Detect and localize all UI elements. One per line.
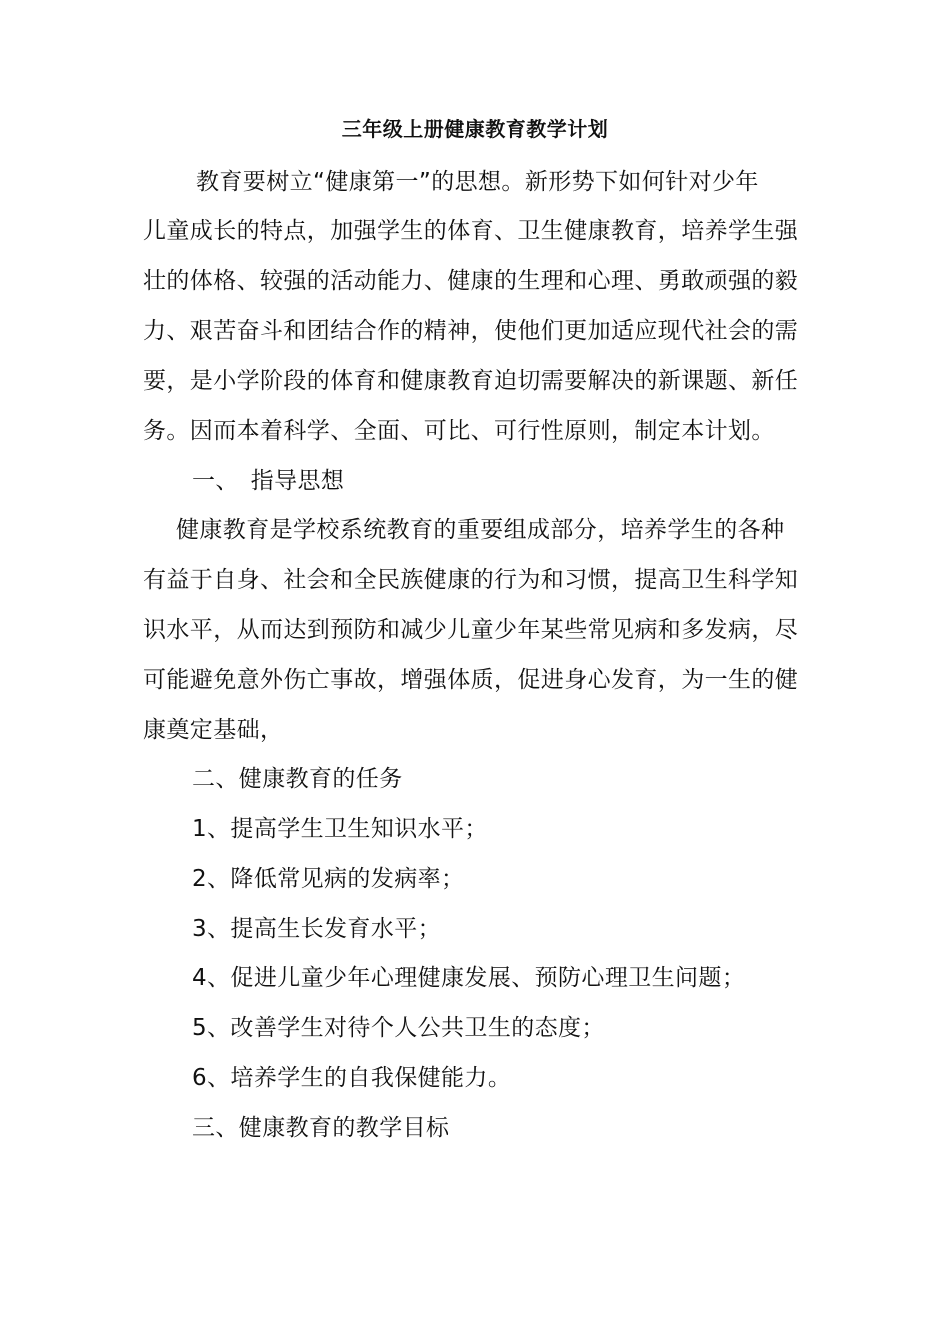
task-item-4: 4、促进儿童少年心理健康发展、预防心理卫生问题； [192,965,746,991]
task-item-1: 1、提高学生卫生知识水平； [192,816,488,842]
section1-line-5: 康奠定基础， [143,717,284,743]
intro-line-6: 务。因而本着科学、全面、可比、可行性原则，制定本计划。 [143,418,775,444]
task-item-5: 5、改善学生对待个人公共卫生的态度； [192,1015,605,1041]
section1-line-1: 健康教育是学校系统教育的重要组成部分，培养学生的各种 [176,517,785,543]
intro-line-4: 力、艰苦奋斗和团结合作的精神，使他们更加适应现代社会的需 [143,318,799,344]
section1-line-2: 有益于自身、社会和全民族健康的行为和习惯，提高卫生科学知 [143,567,799,593]
section1-line-3: 识水平，从而达到预防和减少儿童少年某些常见病和多发病，尽 [143,617,799,643]
document-title: 三年级上册健康教育教学计划 [341,117,609,141]
task-item-2: 2、降低常见病的发病率； [192,866,465,892]
intro-line-5: 要，是小学阶段的体育和健康教育迫切需要解决的新课题、新任 [143,368,799,394]
section1-line-4: 可能避免意外伤亡事故，增强体质，促进身心发育，为一生的健 [143,667,799,693]
intro-line-3: 壮的体格、较强的活动能力、健康的生理和心理、勇敢顽强的毅 [143,268,799,294]
section2-heading: 二、健康教育的任务 [192,766,403,792]
task-item-3: 3、提高生长发育水平； [192,916,442,942]
intro-line-2: 儿童成长的特点，加强学生的体育、卫生健康教育，培养学生强 [143,218,799,244]
task-item-6: 6、培养学生的自我保健能力。 [192,1065,512,1091]
intro-line-1: 教育要树立“健康第一”的思想。新形势下如何针对少年 [196,169,759,195]
section1-heading: 一、 指导思想 [192,468,345,494]
section3-heading: 三、健康教育的教学目标 [192,1115,450,1141]
